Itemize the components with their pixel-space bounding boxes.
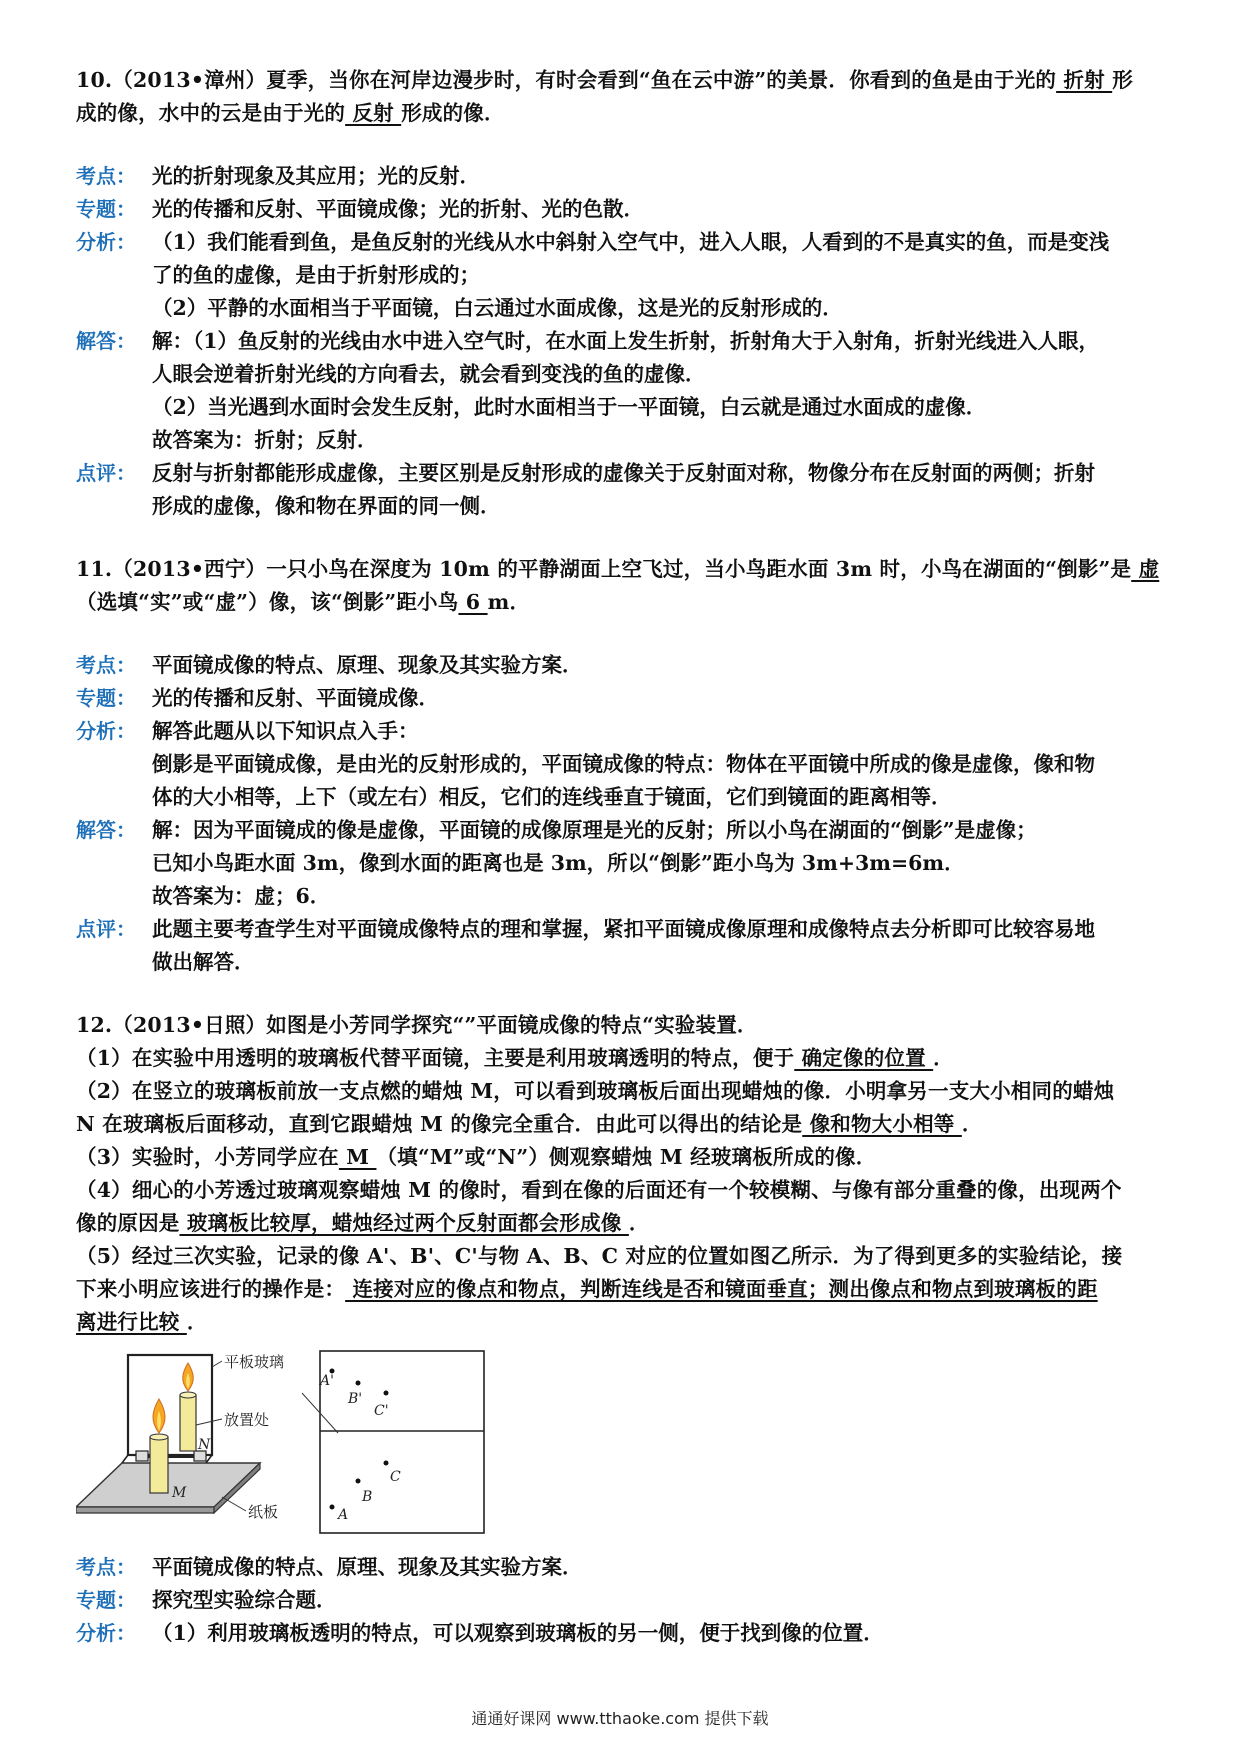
document-page <box>76 64 1168 1650</box>
question-12 <box>76 1009 1168 1650</box>
label-m: M <box>172 1485 187 1501</box>
section-label: 解答： <box>76 329 136 353</box>
fenxi-section: 分析： 解答此题从以下知识点入手： 倒影是平面镜成像，是由光的反射形成的，平面镜成像的特点：物体在平面镜中所成的像是虚像，像和物 体的大小相等，上下（或左右）相反，它们的连线垂直于镜面，它们到镜面的距离相等． <box>76 715 1168 814</box>
question-part-4: 像的原因是 玻璃板比较厚，蜡烛经过两个反射面都会形成像 ． <box>76 1211 650 1235</box>
answer-blank: 6 <box>458 590 488 614</box>
section-label: 分析： <box>76 719 136 743</box>
fenxi-section: 分析： （1）利用玻璃板透明的特点，可以观察到玻璃板的另一侧，便于找到像的位置． <box>76 1617 1168 1650</box>
answer-blank: 折射 <box>1056 68 1113 92</box>
answer-blank: 玻璃板比较厚，蜡烛经过两个反射面都会形成像 <box>179 1211 629 1235</box>
dianping-section: 点评： 此题主要考查学生对平面镜成像特点的理和掌握，紧扣平面镜成像原理和成像特点去分析即可比较容易地 做出解答． <box>76 913 1168 979</box>
label-b: B <box>362 1489 373 1505</box>
kaodian-section: 考点： 平面镜成像的特点、原理、现象及其实验方案． <box>76 649 1168 682</box>
question-part-2: （2）在竖立的玻璃板前放一支点燃的蜡烛 M，可以看到玻璃板后面出现蜡烛的像．小明拿另一支大小相同的蜡烛 <box>76 1079 1115 1103</box>
section-label: 点评： <box>76 917 136 941</box>
label-glass: 平板玻璃 <box>224 1353 285 1371</box>
fenxi-section: 分析： （1）我们能看到鱼，是鱼反射的光线从水中斜射入空气中，进入人眼，人看到的不是真实的鱼，而是变浅 了的鱼的虚像，是由于折射形成的； （2）平静的水面相当于平面镜，白云通过水面成像，这是光的反射形成的． <box>76 226 1168 325</box>
section-label: 解答： <box>76 818 136 842</box>
question-part-5: 离进行比较 ． <box>76 1310 208 1334</box>
experiment-diagram <box>76 1347 496 1537</box>
label-c: C <box>390 1469 401 1485</box>
answer-blank: 离进行比较 <box>76 1310 187 1334</box>
figure-b-panel <box>320 1351 484 1533</box>
answer-blank: 确定像的位置 <box>794 1046 934 1070</box>
candle-m <box>150 1437 168 1493</box>
question-text: 成的像，水中的云是由于光的 反射 形成的像． <box>76 101 505 125</box>
section-label: 专题： <box>76 1588 136 1612</box>
kaodian-section: 考点： 平面镜成像的特点、原理、现象及其实验方案． <box>76 1551 1168 1584</box>
point-b-prime <box>356 1381 361 1386</box>
zhuanti-section: 专题： 光的传播和反射、平面镜成像． <box>76 682 1168 715</box>
jieda-section: 解答： 解：（1）鱼反射的光线由水中进入空气时，在水面上发生折射，折射角大于入射角，折射光线进入人眼， 人眼会逆着折射光线的方向看去，就会看到变浅的鱼的虚像． （2）当光遇到水面时会发生反射，此时水面相当于一平面镜，白云就是通过水面成的虚像． 故答案为：折射；反射． <box>76 325 1168 457</box>
candle-n <box>180 1395 196 1451</box>
label-a: A <box>338 1507 349 1523</box>
label-b-prime: B' <box>348 1391 363 1407</box>
question-10 <box>76 64 1168 523</box>
question-text: 11.（2013•西宁）一只小鸟在深度为 10m 的平静湖面上空飞过，当小鸟距水面 3m 时，小鸟在湖面的“倒影”是 虚 <box>76 557 1160 581</box>
section-label: 专题： <box>76 686 136 710</box>
question-text: （选填“实”或“虚”）像，该“倒影”距小鸟 6 m． <box>76 590 531 614</box>
question-11 <box>76 553 1168 979</box>
question-text: 12.（2013•日照）如图是小芳同学探究“”平面镜成像的特点“实验装置． <box>76 1013 758 1037</box>
answer-blank: 反射 <box>345 101 402 125</box>
question-part-5: 下来小明应该进行的操作是： 连接对应的像点和物点，判断连线是否和镜面垂直；测出像点和物点到玻璃板的距 <box>76 1277 1098 1301</box>
page-footer: 通通好课网 www.tthaoke.com 提供下载 <box>471 1709 769 1728</box>
question-part-5: （5）经过三次实验，记录的像 A'、B'、C'与物 A、B、C 对应的位置如图乙所示．为了得到更多的实验结论，接 <box>76 1244 1123 1268</box>
jieda-section: 解答： 解：因为平面镜成的像是虚像，平面镜的成像原理是光的反射；所以小鸟在湖面的“倒影”是虚像； 已知小鸟距水面 3m，像到水面的距离也是 3m，所以“倒影”距小鸟为 3m+3m=6m． 故答案为：虚；6． <box>76 814 1168 913</box>
section-label: 考点： <box>76 653 136 677</box>
question-part-1: （1）在实验中用透明的玻璃板代替平面镜，主要是利用玻璃透明的特点，便于 确定像的位置 ． <box>76 1046 954 1070</box>
section-label: 分析： <box>76 230 136 254</box>
question-text: 10.（2013•漳州）夏季，当你在河岸边漫步时，有时会看到“鱼在云中游”的美景．你看到的鱼是由于光的 折射 形 <box>76 68 1133 92</box>
paper-board-edge <box>76 1507 214 1513</box>
label-board: 纸板 <box>248 1503 279 1521</box>
point-b <box>356 1479 361 1484</box>
kaodian-section: 考点： 光的折射现象及其应用；光的反射． <box>76 160 1168 193</box>
answer-blank: 连接对应的像点和物点，判断连线是否和镜面垂直；测出像点和物点到玻璃板的距 <box>345 1277 1098 1301</box>
label-place: 放置处 <box>224 1411 270 1429</box>
label-c-prime: C' <box>374 1403 389 1419</box>
zhuanti-section: 专题： 光的传播和反射、平面镜成像；光的折射、光的色散． <box>76 193 1168 226</box>
section-label: 考点： <box>76 164 136 188</box>
section-label: 点评： <box>76 461 136 485</box>
answer-blank: 虚 <box>1131 557 1160 581</box>
section-label: 分析： <box>76 1621 136 1645</box>
answer-blank: M <box>338 1145 377 1169</box>
label-n: N <box>198 1437 211 1453</box>
zhuanti-section: 专题： 探究型实验综合题． <box>76 1584 1168 1617</box>
section-label: 考点： <box>76 1555 136 1579</box>
point-c-prime <box>384 1391 389 1396</box>
section-label: 专题： <box>76 197 136 221</box>
point-c <box>384 1461 389 1466</box>
answer-blank: 像和物大小相等 <box>802 1112 962 1136</box>
point-a <box>330 1505 335 1510</box>
question-part-3: （3）实验时，小芳同学应在 M （填“M”或“N”）侧观察蜡烛 M 经玻璃板所成的像． <box>76 1145 877 1169</box>
question-part-2: N 在玻璃板后面移动，直到它跟蜡烛 M 的像完全重合．由此可以得出的结论是 像和物大小相等 ． <box>76 1112 983 1136</box>
dianping-section: 点评： 反射与折射都能形成虚像，主要区别是反射形成的虚像关于反射面对称，物像分布在反射面的两侧；折射 形成的虚像，像和物在界面的同一侧． <box>76 457 1168 523</box>
label-a-prime: A' <box>320 1373 334 1389</box>
question-part-4: （4）细心的小芳透过玻璃观察蜡烛 M 的像时，看到在像的后面还有一个较模糊、与像有部分重叠的像，出现两个 <box>76 1178 1122 1202</box>
experiment-figure <box>76 1347 1168 1537</box>
holder <box>136 1451 148 1461</box>
